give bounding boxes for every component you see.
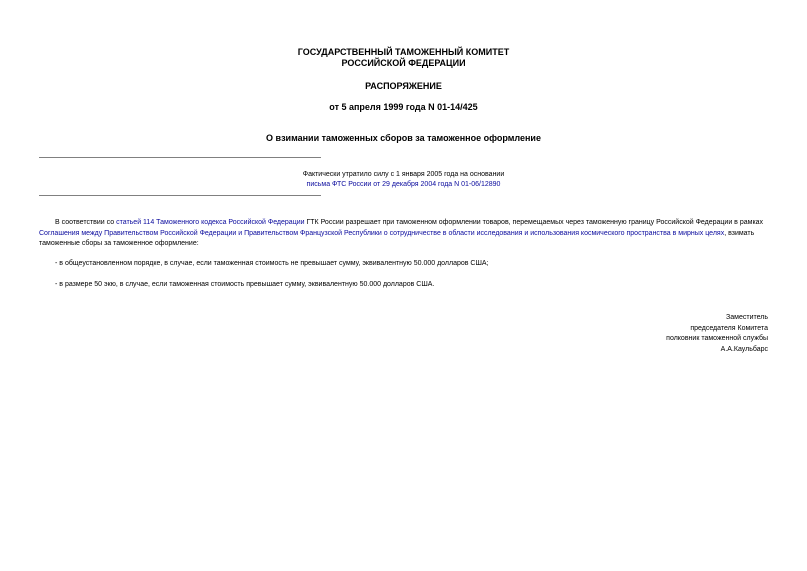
status-notice-link-line [0,180,807,190]
divider-top [39,157,321,158]
main-text-part1: В соответствии со [55,219,117,226]
issuer-name-line2: РОССИЙСКОЙ ФЕДЕРАЦИИ [341,58,466,68]
signatory-rank: полковник таможенной службы [666,335,768,342]
agreement-link[interactable]: Соглашения между Правительством Российской Федерации и Правительством Французской Республики о сотрудничестве в области исследования и использования космического пространства в мирных целях [39,229,725,237]
issuer-name-line1: ГОСУДАРСТВЕННЫЙ ТАМОЖЕННЫЙ КОМИТЕТ [297,47,510,57]
divider-bottom [39,195,321,196]
signatory-position-line1: Заместитель [726,314,768,321]
document-type: РАСПОРЯЖЕНИЕ [365,81,442,91]
main-paragraph [39,218,769,250]
list-item: - в размере 50 экю, в случае, если таможенная стоимость превышает сумму, эквивалентную 50.000 долларов США. [55,281,435,288]
status-notice-link[interactable]: письма ФТС России от 29 декабря 2004 года N 01-06/12890 [306,181,501,188]
list-item: - в общеустановленном порядке, в случае, если таможенная стоимость не превышает сумму, эквивалентную 50.000 долларов США; [55,260,489,267]
main-text-part2: ГТК России разрешает при таможенном оформлении товаров, перемещаемых через таможенную границу Российской Федерации в рамках [304,219,764,226]
signature-block [666,313,768,355]
document-date-number: от 5 апреля 1999 года N 01-14/425 [329,102,478,112]
customs-code-article-link[interactable]: статьей 114 Таможенного кодекса Российской Федерации [116,219,305,226]
status-notice-text: Фактически утратило силу с 1 января 2005 года на основании [302,171,505,178]
main-text-part3: , взимать таможенные сборы за таможенное оформление: [39,229,755,247]
document-title: О взимании таможенных сборов за таможенное оформление [266,133,541,143]
signatory-name: А.А.Каульбарс [720,345,768,353]
signatory-position-line2: председателя Комитета [690,324,768,332]
